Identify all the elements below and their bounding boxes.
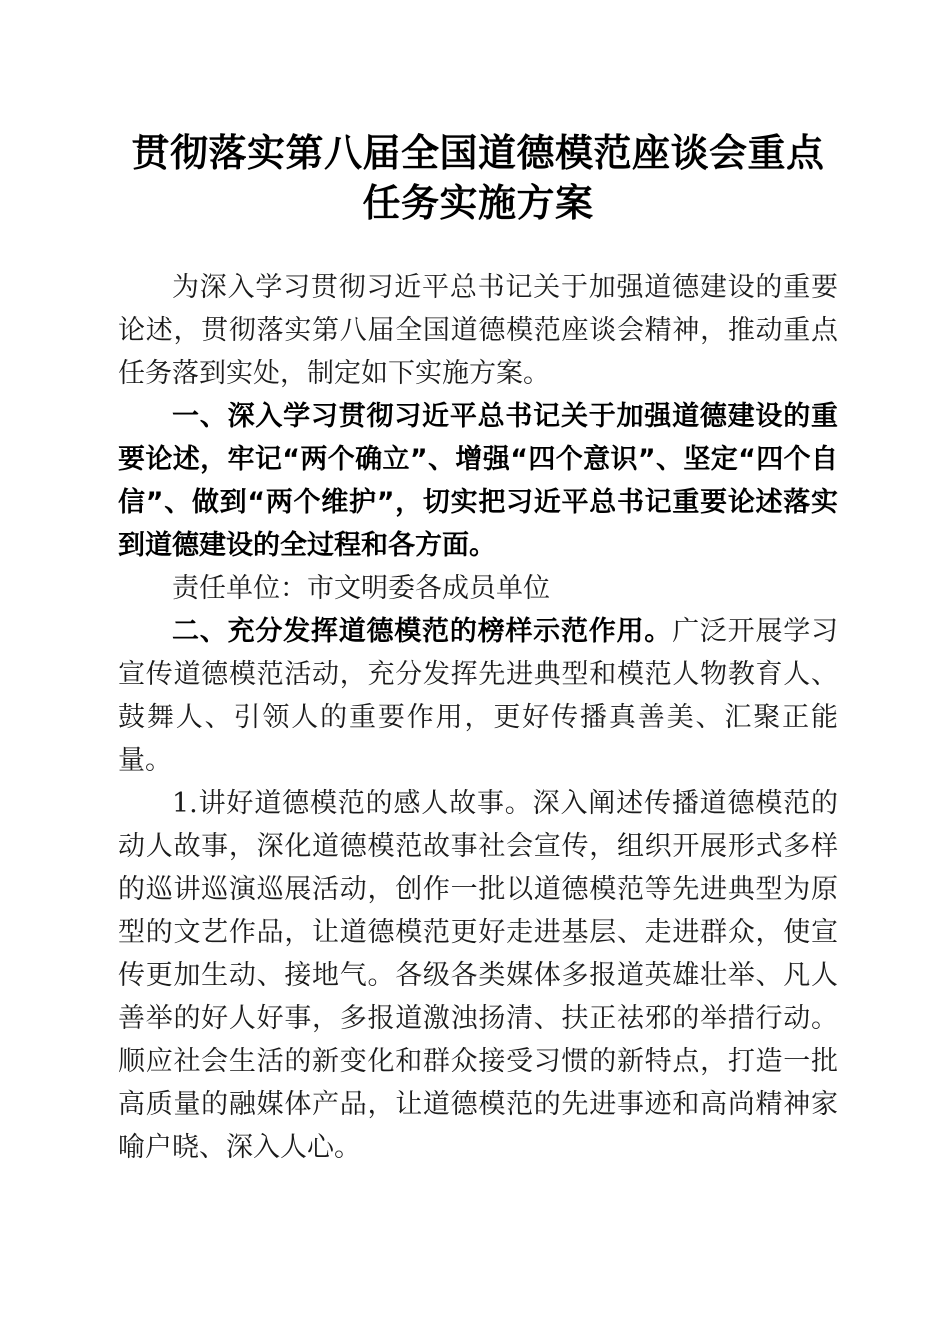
section-two-item-1: 1.讲好道德模范的感人故事。深入阐述传播道德模范的动人故事，深化道德模范故事社会宣传，组织开展形式多样的巡讲巡演巡展活动，创作一批以道德模范等先进典型为原型的文艺作品，让道德模范更好走进基层、走进群众，使宣传更加生动、接地气。各级各类媒体多报道英雄壮举、凡人善举的好人好事，多报道激浊扬清、扶正祛邪的举措行动。顺应社会生活的新变化和群众接受习惯的新特点，打造一批高质量的融媒体产品，让道德模范的先进事迹和高尚精神家喻户晓、深入人心。 (118, 788, 838, 1163)
document-body (118, 266, 838, 1169)
title-spacer (118, 228, 838, 266)
section-one-responsibility: 责任单位：市文明委各成员单位 (172, 573, 550, 604)
section-two-heading (118, 610, 838, 782)
section-two-heading-bold: 二、充分发挥道德模范的榜样示范作用。 (172, 616, 673, 647)
page-title: 贯彻落实第八届全国道德模范座谈会重点任务实施方案 (131, 130, 825, 225)
section-one-heading: 一、深入学习贯彻习近平总书记关于加强道德建设的重要论述，牢记“两个确立”、增强“四个意识”、坚定“四个自信”、做到“两个维护”，切实把习近平总书记重要论述落实到道德建设的全过程和各方面。 (118, 401, 838, 561)
section-two-heading-rest: 广泛开展学习宣传道德模范活动，充分发挥先进典型和模范人物教育人、鼓舞人、引领人的重要作用，更好传播真善美、汇聚正能量。 (118, 616, 839, 776)
intro-paragraph: 为深入学习贯彻习近平总书记关于加强道德建设的重要论述，贯彻落实第八届全国道德模范座谈会精神，推动重点任务落到实处，制定如下实施方案。 (118, 272, 838, 389)
